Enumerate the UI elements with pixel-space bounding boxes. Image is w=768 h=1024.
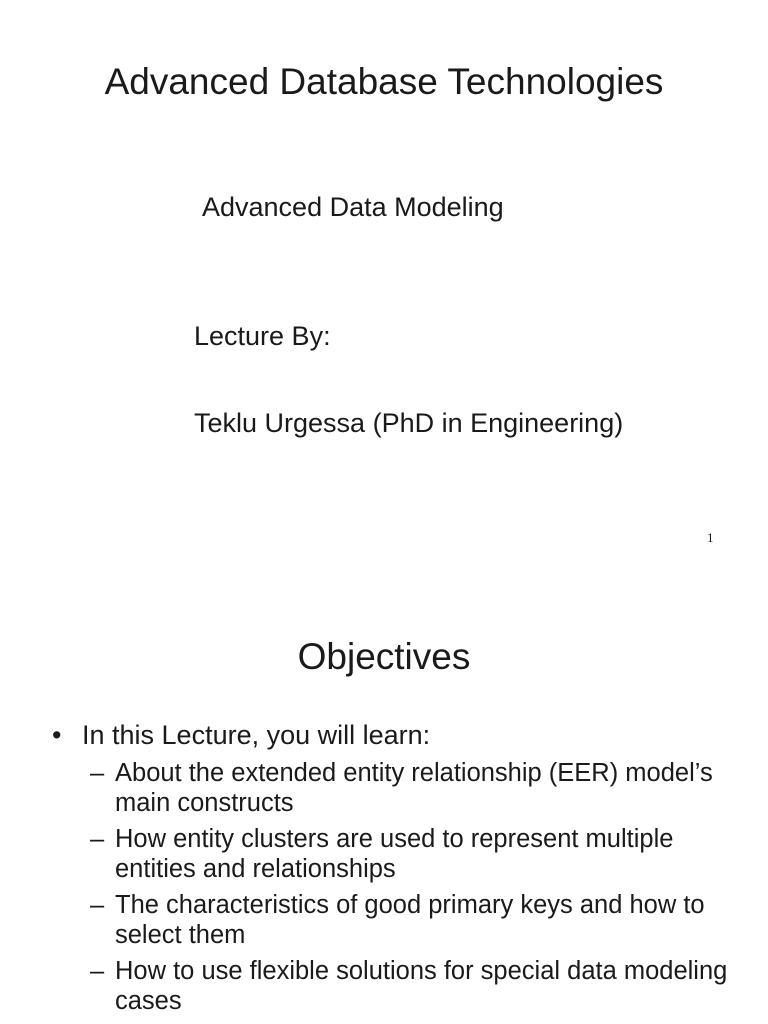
author-name: Teklu Urgessa (PhD in Engineering) bbox=[194, 408, 624, 438]
list-item-text: The characteristics of good primary keys and how to select them bbox=[115, 891, 705, 949]
list-item bbox=[90, 956, 730, 1016]
slide-title: Advanced Database Technologies bbox=[104, 61, 664, 102]
lecture-by-label: Lecture By: bbox=[194, 321, 331, 351]
list-item bbox=[90, 824, 730, 884]
dash-icon: – bbox=[90, 891, 105, 919]
list-item-text: How to use flexible solutions for special data modeling cases bbox=[115, 957, 728, 1015]
page-number: 1 bbox=[707, 530, 714, 545]
intro-text: In this Lecture, you will learn: bbox=[82, 720, 431, 750]
objectives-slide bbox=[0, 576, 768, 1024]
dash-icon: – bbox=[90, 957, 105, 985]
list-item-text: About the extended entity relationship (EER) model’s main constructs bbox=[115, 759, 713, 817]
intro-bullet bbox=[52, 718, 430, 752]
slide-subtitle: Advanced Data Modeling bbox=[202, 192, 504, 222]
dash-icon: – bbox=[90, 759, 105, 787]
list-item bbox=[90, 890, 730, 950]
bullet-dot-icon: • bbox=[52, 720, 62, 750]
objectives-title: Objectives bbox=[297, 636, 471, 677]
list-item bbox=[90, 758, 730, 818]
objectives-list bbox=[90, 758, 730, 1022]
dash-icon: – bbox=[90, 825, 105, 853]
list-item-text: How entity clusters are used to represent multiple entities and relationships bbox=[115, 825, 674, 883]
